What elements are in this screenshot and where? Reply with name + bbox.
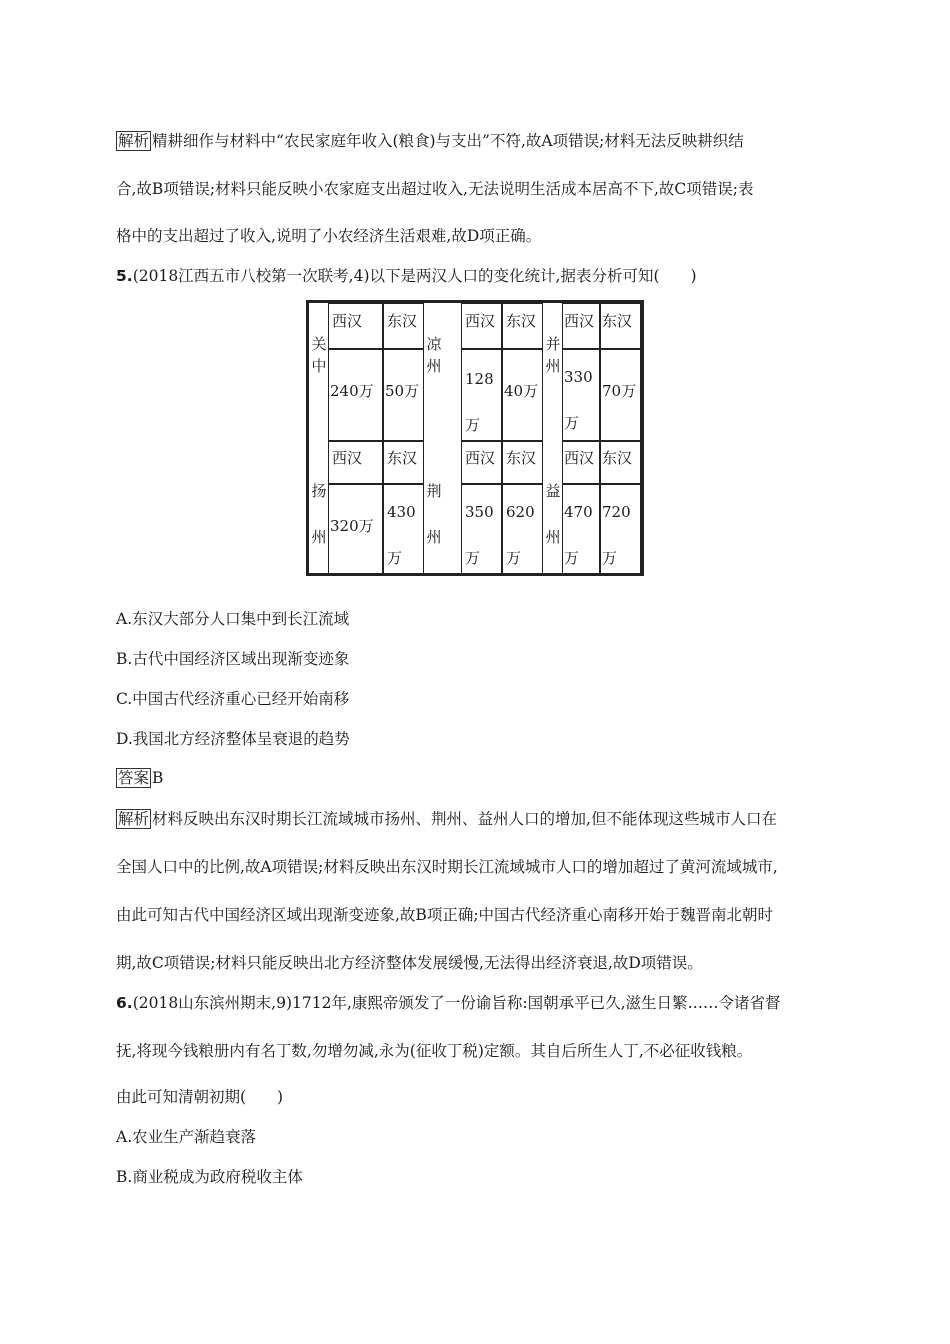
q5-analysis-line-2: 全国人口中的比例,故A项错误;材料反映出东汉时期长江流域城市人口的增加超过了黄河流域城市,	[116, 858, 778, 876]
table-header-east: 东汉	[600, 441, 641, 484]
q5-analysis-line-4: 期,故C项错误;材料只能反映出北方经济整体发展缓慢,无法得出经济衰退,故D项错误。	[116, 954, 703, 972]
analysis-tag: 解析	[118, 132, 150, 150]
region-label-liangzhou: 凉州	[426, 335, 442, 375]
q5-option-b: B.古代中国经济区域出现渐变迹象	[116, 650, 350, 668]
q5-option-a: A.东汉大部分人口集中到长江流域	[116, 610, 350, 628]
table-cell: 350万	[461, 484, 502, 576]
question-number: 5.	[116, 267, 133, 285]
q5-option-d: D.我国北方经济整体呈衰退的趋势	[116, 730, 350, 748]
table-cell: 70万	[600, 349, 641, 441]
q5-option-c: C.中国古代经济重心已经开始南移	[116, 690, 350, 708]
q6-stem-line-3: 由此可知清朝初期( )	[116, 1088, 284, 1106]
analysis-tag: 解析	[118, 810, 150, 828]
table-cell: 330万	[562, 349, 600, 441]
q4-analysis-line-1: 解析 精耕细作与材料中“农民家庭年收入(粮食)与支出”不符,故A项错误;材料无法反映耕织结	[118, 132, 744, 150]
table-cell: 620万	[502, 484, 543, 576]
table-cell: 430万	[383, 484, 424, 576]
q5-analysis-line-1: 解析 材料反映出东汉时期长江流域城市扬州、荆州、益州人口的增加,但不能体现这些城市人口在	[118, 810, 777, 828]
q6-option-b: B.商业税成为政府税收主体	[116, 1168, 303, 1186]
table-cell: 240万	[328, 349, 383, 441]
table-header-east: 东汉	[383, 303, 424, 349]
table-header-east: 东汉	[383, 441, 424, 484]
table-header-west: 西汉	[328, 303, 383, 349]
table-cell: 320万	[328, 484, 383, 576]
answer-tag: 答案	[118, 769, 150, 787]
q5-answer: 答案 B	[118, 769, 164, 787]
q5-analysis-line-3: 由此可知古代中国经济区域出现渐变迹象,故B项正确;中国古代经济重心南移开始于魏晋南北朝时	[116, 906, 774, 924]
table-header-west: 西汉	[328, 441, 383, 484]
table-header-east: 东汉	[502, 441, 543, 484]
q4-analysis-line-3: 格中的支出超过了收入,说明了小农经济生活艰难,故D项正确。	[116, 227, 542, 245]
region-label-jingzhou: 荆州	[426, 482, 442, 546]
region-label-yizhou: 益州	[545, 482, 561, 546]
table-cell: 720万	[600, 484, 641, 576]
table-header-west: 西汉	[562, 441, 600, 484]
table-header-east: 东汉	[600, 303, 641, 349]
table-cell: 128万	[461, 349, 502, 441]
region-label-bingzhou: 并州	[545, 335, 561, 375]
table-cell: 470万	[562, 484, 600, 576]
table-header-west: 西汉	[461, 441, 502, 484]
q6-option-a: A.农业生产渐趋衰落	[116, 1128, 257, 1146]
question-number: 6.	[116, 994, 133, 1012]
q4-analysis-line-2: 合,故B项错误;材料只能反映小农家庭支出超过收入,无法说明生活成本居高不下,故C项错误;表	[116, 180, 754, 198]
region-label-yangzhou: 扬州	[311, 482, 327, 546]
q5-stem: 5.(2018江西五市八校第一次联考,4)以下是两汉人口的变化统计,据表分析可知( )	[116, 267, 697, 285]
table-header-east: 东汉	[502, 303, 543, 349]
q6-stem-line-2: 抚,将现今钱粮册内有名丁数,勿增勿减,永为(征收丁税)定额。其自后所生人丁,不必征收钱粮。	[116, 1042, 753, 1060]
region-label-guanzhong: 关中	[311, 335, 327, 375]
table-header-west: 西汉	[562, 303, 600, 349]
q6-stem-line-1: 6.(2018山东滨州期末,9)1712年,康熙帝颁发了一份谕旨称:国朝承平已久,滋生日繁……令诸省督	[116, 994, 781, 1012]
population-table	[306, 300, 644, 576]
table-header-west: 西汉	[461, 303, 502, 349]
table-cell: 40万	[502, 349, 543, 441]
table-cell: 50万	[383, 349, 424, 441]
